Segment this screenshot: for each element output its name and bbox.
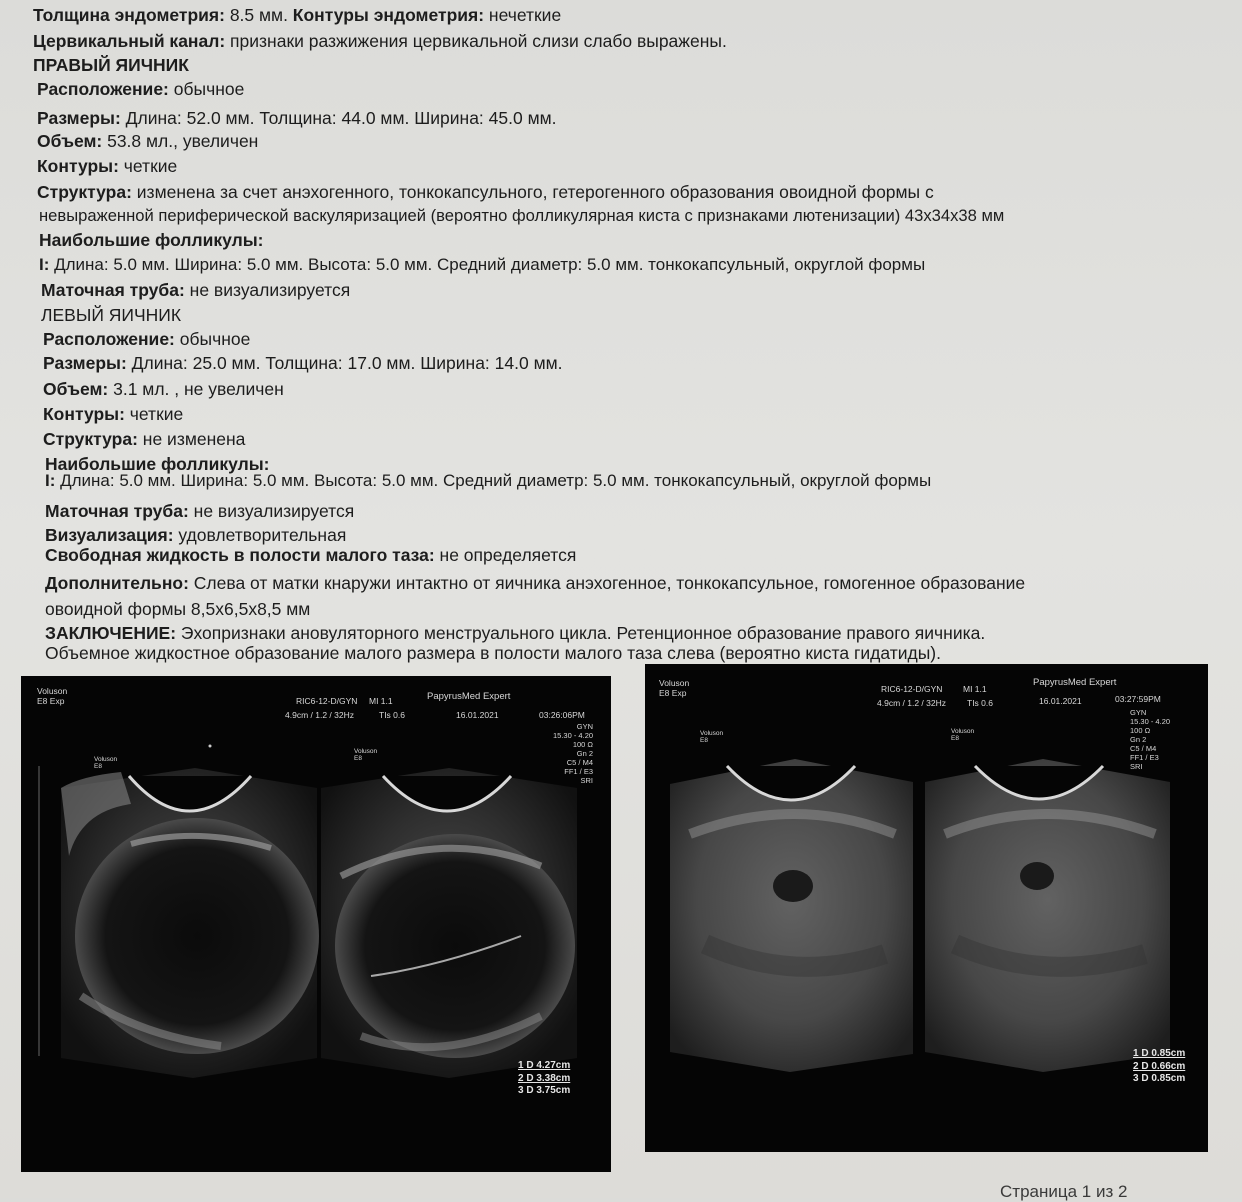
scan-logo-left <box>94 756 117 770</box>
field-label: Визуализация: <box>45 525 174 545</box>
side-param: Gn 2 <box>1130 735 1147 744</box>
section-title-right-ovary: ПРАВЫЙ ЯИЧНИК <box>33 55 189 75</box>
scan-time: 03:26:06PM <box>539 710 585 720</box>
field-value: признаки разжижения цервикальной слизи слабо выражены. <box>225 31 727 51</box>
side-param: FF1 / E3 <box>564 767 594 776</box>
conclusion-line-2: Объемное жидкостное образование малого размера в полости малого таза слева (вероятно киста гидатиды). <box>45 643 941 663</box>
scan-measurements <box>1133 1048 1185 1086</box>
right-location-line <box>37 78 244 100</box>
side-param: GYN <box>576 722 594 731</box>
brand-exp: Exp <box>49 696 65 706</box>
ultrasound-image-1 <box>21 676 611 1172</box>
measurement: 3 D 0.85cm <box>1133 1073 1186 1084</box>
field-value: 53.8 мл., увеличен <box>102 131 259 151</box>
left-size-line <box>43 352 563 374</box>
page-number: Страница 1 из 2 <box>1000 1182 1128 1201</box>
field-value: удовлетворительная <box>173 525 347 545</box>
side-param: C5 / M4 <box>566 758 594 767</box>
field-label: Объем: <box>43 379 109 399</box>
field-value: не изменена <box>137 429 246 449</box>
right-tube-line <box>41 279 350 301</box>
logo-text: Voluson <box>700 730 724 737</box>
side-param: FF1 / E3 <box>1130 753 1159 762</box>
logo-text: Voluson <box>354 748 378 755</box>
field-value: Эхопризнаки ановуляторного менструального цикла. Ретенционное образование правого яичника. <box>176 623 986 643</box>
ultrasound-graphic-1 <box>21 676 611 1172</box>
left-follicle-i-line <box>45 470 931 492</box>
ultrasound-image-2 <box>645 664 1208 1152</box>
field-label: I: <box>45 471 56 490</box>
field-value: 8.5 мм. <box>224 5 293 25</box>
field-value: не определяется <box>434 545 577 565</box>
field-value: обычное <box>168 79 245 99</box>
side-param: 15.30 - 4.20 <box>1130 717 1171 726</box>
field-label: Размеры: <box>37 108 121 128</box>
field-value: обычное <box>174 329 251 349</box>
visualization-line <box>45 524 346 546</box>
scan-app: PapyrusMed Expert <box>427 691 511 702</box>
right-structure-line-2: невыраженной периферической васкуляризацией (вероятно фолликулярная киста с признаками лютенизации) 43x34x38 мм <box>39 206 1005 225</box>
measurement: 1 D 4.27cm <box>518 1060 571 1071</box>
ultrasound-graphic-2 <box>645 664 1208 1152</box>
brand-name: Voluson <box>659 678 690 688</box>
field-value: Длина: 52.0 мм. Толщина: 44.0 мм. Ширина: 45.0 мм. <box>120 108 557 128</box>
logo-text: E8 <box>951 735 959 742</box>
field-label: Маточная труба: <box>41 280 185 300</box>
field-label: Свободная жидкость в полости малого таза: <box>45 545 435 565</box>
scan-mi: MI 1.1 <box>963 684 987 694</box>
field-label: Структура: <box>37 182 132 202</box>
scan-app: PapyrusMed Expert <box>1033 677 1117 688</box>
field-label: Структура: <box>43 429 138 449</box>
field-label: I: <box>39 255 50 274</box>
field-label: Наибольшие фолликулы: <box>45 454 270 474</box>
field-value: не визуализируется <box>184 280 351 300</box>
scan-logo-right <box>951 728 974 742</box>
scan-probe: RIC6-12-D/GYN <box>296 696 358 706</box>
measurement: 2 D 0.66cm <box>1133 1060 1186 1072</box>
field-label: Маточная труба: <box>45 501 189 521</box>
scan-side-params <box>1130 708 1170 771</box>
cervical-line <box>33 30 727 52</box>
right-volume-line <box>37 130 258 152</box>
logo-text: Voluson <box>951 728 975 735</box>
field-label: Контуры: <box>37 156 119 176</box>
field-label: Контуры: <box>43 404 125 424</box>
field-label: Цервикальный канал: <box>33 31 226 51</box>
side-param: Gn 2 <box>576 749 594 758</box>
side-param: 100 Ω <box>1130 726 1151 735</box>
scan-tis: TIs 0.6 <box>967 698 993 708</box>
scan-logo-right <box>354 748 377 762</box>
left-contour-line <box>43 403 183 425</box>
field-value: четкие <box>118 156 178 176</box>
logo-text: Voluson <box>94 756 118 763</box>
scan-time: 03:27:59PM <box>1115 694 1161 704</box>
scan-logo-left <box>700 730 723 744</box>
scan-side-params <box>553 722 593 785</box>
field-label: Расположение: <box>43 329 175 349</box>
side-param: C5 / M4 <box>1130 744 1157 753</box>
brand-name: Voluson <box>37 686 68 696</box>
field-label: Дополнительно: <box>45 573 189 593</box>
field-value: нечеткие <box>484 5 562 25</box>
left-volume-line <box>43 378 284 400</box>
scan-brand <box>37 686 67 706</box>
field-label: ЗАКЛЮЧЕНИЕ: <box>45 623 177 643</box>
scan-mi: MI 1.1 <box>369 696 393 706</box>
right-structure-line <box>37 181 934 203</box>
scan-brand <box>659 678 689 698</box>
additional-line <box>45 572 1025 594</box>
conclusion-line <box>45 622 985 644</box>
side-param: SRI <box>1130 762 1143 771</box>
field-label: Контуры эндометрия: <box>292 5 485 25</box>
side-param: 15.30 - 4.20 <box>553 731 594 740</box>
scan-date: 16.01.2021 <box>456 710 499 720</box>
side-param: GYN <box>1130 708 1147 717</box>
field-value: Длина: 25.0 мм. Толщина: 17.0 мм. Ширина: 14.0 мм. <box>126 353 563 373</box>
endometrium-line <box>33 4 561 26</box>
brand-model: E8 <box>659 688 670 698</box>
field-value: Слева от матки кнаружи интактно от яичника анэхогенное, тонкокапсульное, гомогенное образование <box>188 573 1026 593</box>
scan-tis: TIs 0.6 <box>379 710 405 720</box>
field-label: Размеры: <box>43 353 127 373</box>
left-structure-line <box>43 428 245 450</box>
measurement: 3 D 3.75cm <box>518 1085 571 1096</box>
side-param: 100 Ω <box>572 740 594 749</box>
field-value: Длина: 5.0 мм. Ширина: 5.0 мм. Высота: 5.0 мм. Средний диаметр: 5.0 мм. тонкокапсульный, округлой формы <box>49 255 926 274</box>
measurement: 1 D 0.85cm <box>1133 1048 1186 1059</box>
additional-line-2: овоидной формы 8,5x6,5x8,5 мм <box>45 599 311 619</box>
field-value: изменена за счет анэхогенного, тонкокапсульного, гетерогенного образования овоидной формы с <box>131 182 934 202</box>
scan-probe: RIC6-12-D/GYN <box>881 684 943 694</box>
field-label: Объем: <box>37 131 103 151</box>
measurement: 2 D 3.38cm <box>518 1072 571 1084</box>
scan-measurements <box>518 1060 570 1098</box>
right-follicles-title <box>39 229 263 251</box>
field-value: не визуализируется <box>188 501 355 521</box>
right-size-line <box>37 107 557 129</box>
field-label: Наибольшие фолликулы: <box>39 230 264 250</box>
logo-text: E8 <box>354 755 362 762</box>
left-tube-line <box>45 500 354 522</box>
section-title-left-ovary: ЛЕВЫЙ ЯИЧНИК <box>41 305 182 325</box>
logo-text: E8 <box>700 737 708 744</box>
scan-depth: 4.9cm / 1.2 / 32Hz <box>285 710 354 720</box>
right-follicle-i-line <box>39 254 925 276</box>
left-location-line <box>43 328 250 350</box>
field-value: Длина: 5.0 мм. Ширина: 5.0 мм. Высота: 5.0 мм. Средний диаметр: 5.0 мм. тонкокапсульный, округлой формы <box>55 471 932 490</box>
field-label: Толщина эндометрия: <box>33 5 225 25</box>
side-param: SRI <box>580 776 594 785</box>
scan-depth: 4.9cm / 1.2 / 32Hz <box>877 698 946 708</box>
field-value: 3.1 мл. , не увеличен <box>108 379 284 399</box>
scan-date: 16.01.2021 <box>1039 696 1082 706</box>
field-label: Расположение: <box>37 79 169 99</box>
field-value: четкие <box>124 404 184 424</box>
brand-model: E8 <box>37 696 48 706</box>
right-contour-line <box>37 155 177 177</box>
free-fluid-line <box>45 544 576 566</box>
logo-text: E8 <box>94 763 102 770</box>
brand-exp: Exp <box>671 688 687 698</box>
